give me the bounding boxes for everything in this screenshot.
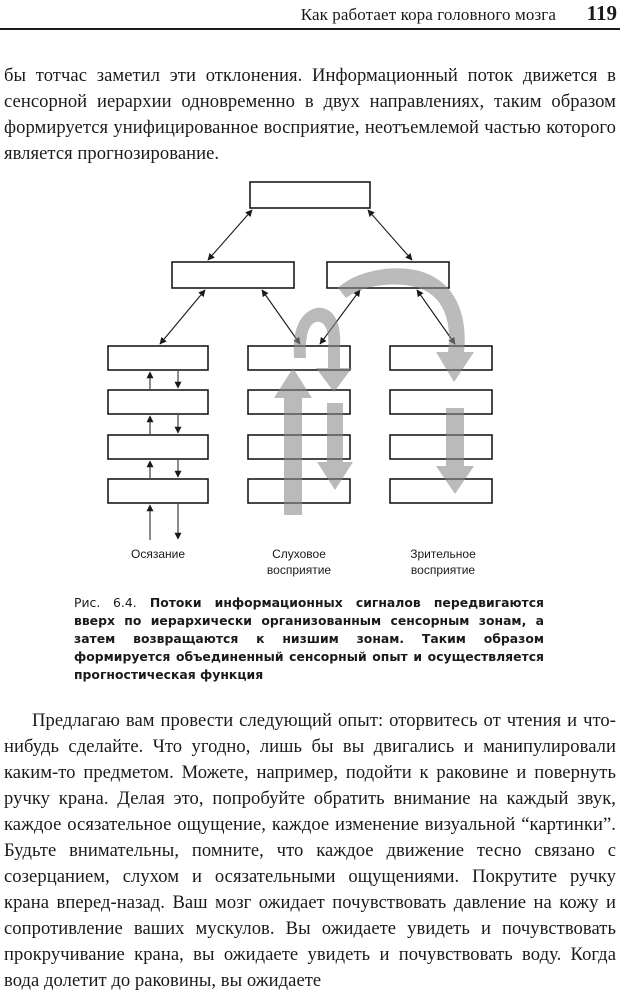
label-hearing	[248, 546, 350, 578]
figure-caption	[74, 594, 544, 684]
link-top-middle-left	[208, 210, 252, 260]
link-midleft-col-hearing	[262, 290, 300, 344]
caption-number: Рис. 6.4.	[74, 595, 137, 610]
vision-level-1	[390, 479, 492, 503]
touch-level-2	[108, 435, 208, 459]
label-vision-line2: восприятие	[410, 563, 476, 577]
running-title: Как работает кора головного мозга	[300, 5, 556, 24]
touch-level-4	[108, 346, 208, 370]
paragraph-2: Предлагаю вам провести следующий опыт: оторвитесь от чтения и что-нибудь сделайте. Что угодно, лишь бы вы двигались и манипулировали каким-то предметом. Можете, например, подойти к раковине и повернуть ручку крана. Делая это, попробуйте обратить внимание на каждый звук, каждое осязательное ощущение, каждое изменение визуальной “картинки”. Будьте внимательны, помните, что каждое движение тесно связано с созерцанием, слухом и осязательными ощущениями. Покрутите ручку крана вперед-назад. Ваш мозг ожидает почувствовать давление на кожу и сопротивление ваших мускулов. Вы ожидаете увидеть и почувствовать прокручивание крана, вы ожидаете увидеть и почувствовать воду. Когда вода долетит до раковины, вы ожидаете	[4, 710, 616, 991]
caption-text: Потоки информационных сигналов передвигаются вверх по иерархически организованным сенсорным зонам, а затем возвращаются к низшим зонам. Таким образом формируется объединенный сенсорный опыт и осуществляется прогностическая функция	[74, 595, 544, 682]
column-touch	[108, 346, 208, 540]
label-hearing-line1: Слуховое	[272, 547, 326, 561]
figure-6-4	[0, 170, 620, 590]
middle-left-box	[172, 262, 294, 288]
vision-level-2	[390, 435, 492, 459]
link-midleft-col-touch	[160, 290, 205, 344]
label-hearing-line2: восприятие	[266, 563, 332, 577]
paragraph-1: бы тотчас заметил эти отклонения. Информационный поток движется в сенсорной иерархии одновременно в двух направлениях, таким образом формируется унифицированное восприятие, неотъемлемой частью которого является прогнозирование.	[4, 65, 616, 164]
page-number: 119	[586, 1, 617, 25]
link-top-middle-right	[368, 210, 412, 260]
running-header	[0, 0, 620, 30]
hierarchy-diagram	[0, 170, 620, 590]
label-vision	[392, 546, 494, 578]
label-vision-line1: Зрительное	[410, 547, 476, 561]
column-vision	[390, 346, 492, 503]
vision-level-3	[390, 390, 492, 414]
touch-level-3	[108, 390, 208, 414]
top-area-box	[250, 182, 370, 208]
touch-level-1	[108, 479, 208, 503]
header-rule	[0, 28, 620, 30]
label-touch-text: Осязание	[130, 547, 185, 561]
label-touch	[118, 546, 198, 562]
